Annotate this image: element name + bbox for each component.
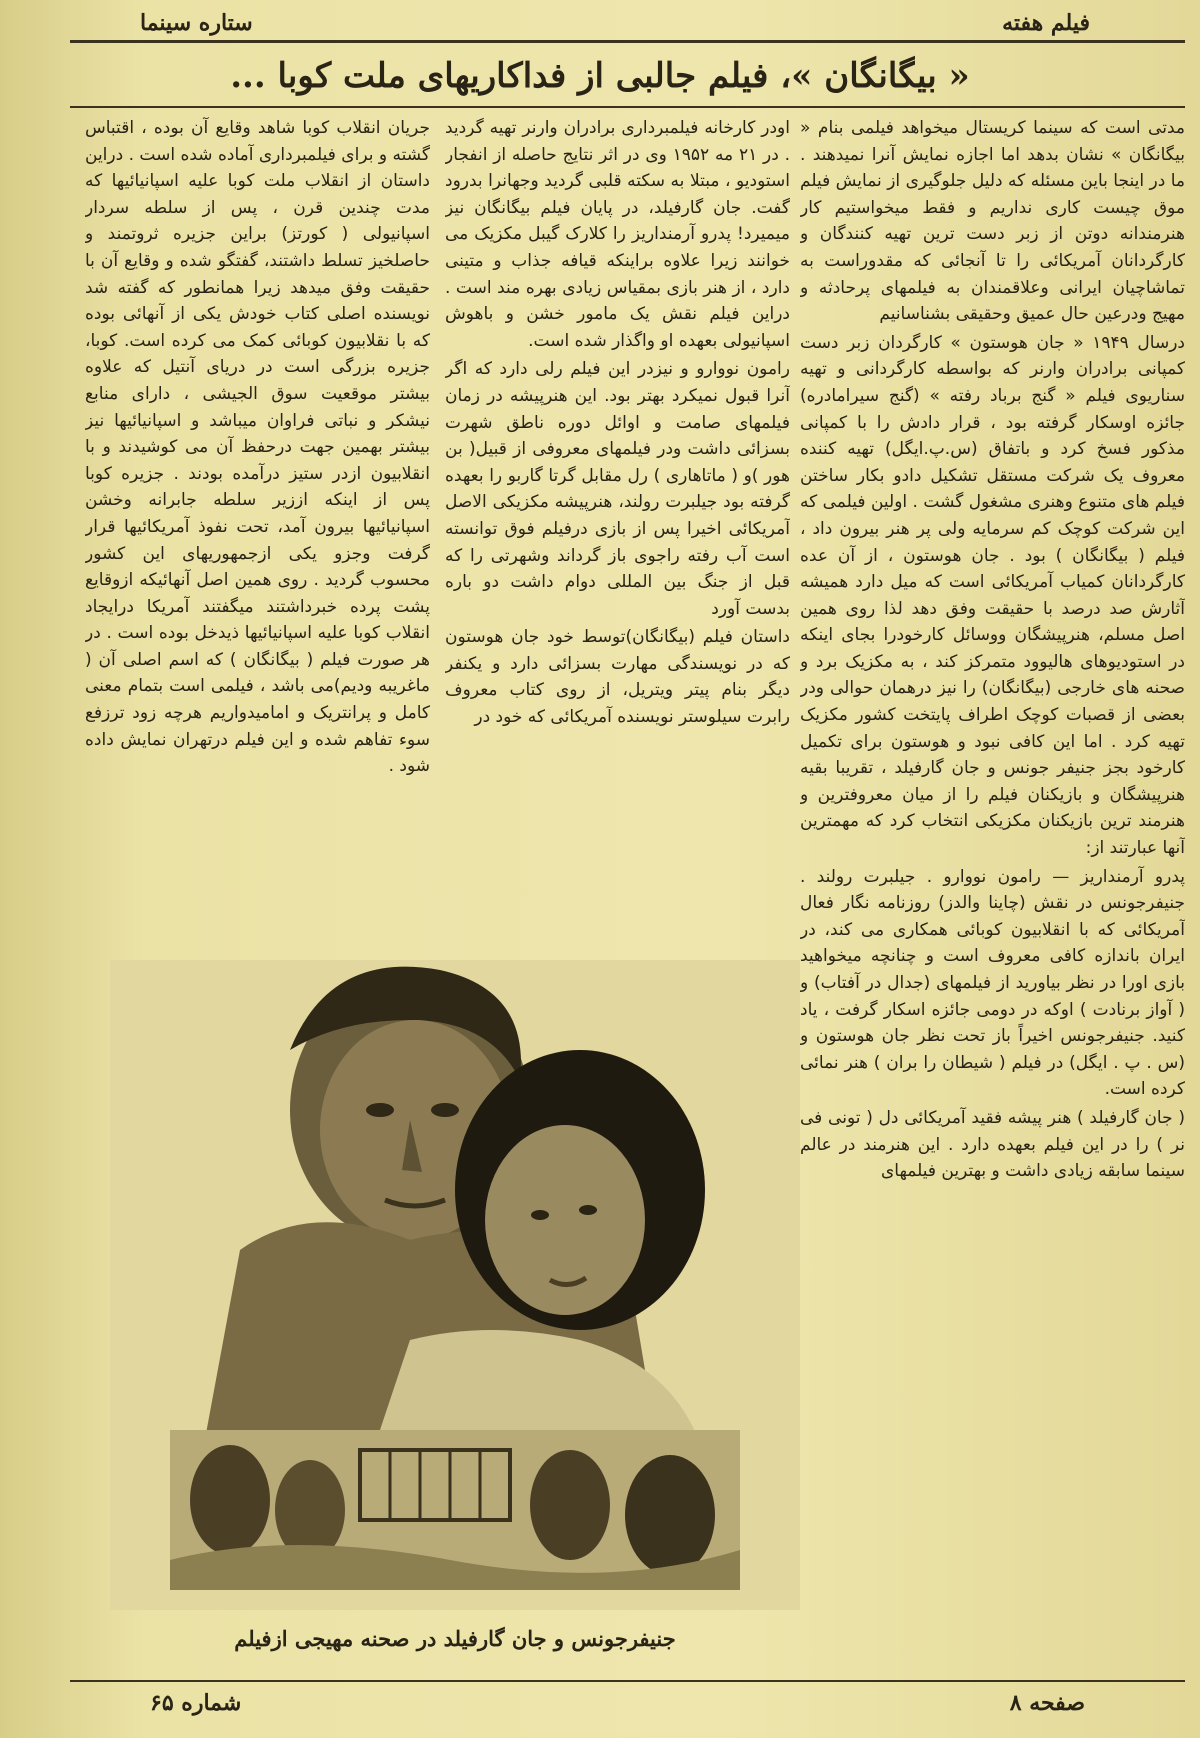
paragraph: درسال ۱۹۴۹ « جان هوستون » کارگردان زبر دست کمپانی برادران وارنر که بواسطه کارگردانی و تهیه سناریوی فیلم « گنج برباد رفته » (گنج سیرامادره) جائزه اوسکار گرفته بود ، قرار دادش را با کمپانی مذکور فسخ کرد و باتفاق (س.پ.ایگل) تهیه کننده معروف یک شرکت مستقل تشکیل دادو بکار ساختن فیلم های متنوع وهنری مشغول گشت . اولین فیلمی که این شرکت کوچک کم سرمایه ولی پر هنر بیرون داد ، فیلم ( بیگانگان ) بود . جان هوستون ، از آن عده کارگردانان کمیاب آمریکائی است که میل دارد همیشه آثارش صد درصد با حقیقت وفق دهد لذا روی همین اصل مسلم، هنرپیشگان ووسائل کارخودرا بجای اینکه در استودیوهای هالیوود متمرکز کند ، به مکزیک برد و صحنه های خارجی (بیگانگان) را نیز درهمان حوالی ودر بعضی از قصبات کوچک اطراف پایتخت کشور مکزیک تهیه کرد . اما این کافی نبود و هوستون برای تکمیل کارخود بجز جنیفر جونس و جان گارفیلد ، تقریبا بقیه هنرپیشگان و بازیکنان فیلم را از میان معروفترین و هنرمند ترین بازیکنان مکزیکی انتخاب کرد که مهمترین آنها عبارتند از: <box>800 332 1185 859</box>
film-still-photo <box>110 960 800 1610</box>
paragraph: جریان انقلاب کوبا شاهد وقایع آن بوده ، اقتباس گشته و برای فیلمبرداری آماده شده است . دراین داستان از انقلاب ملت کوبا علیه اسپانیائیها که مدت چندین قرن ، پس از سلطه سردار اسپانیولی ( کورتز) براین جزیره ثروتمند و حاصلخیز تسلط داشتند، گفتگو شده و وقایع آن با حقیقت وفق میدهد زیرا همانطور که گفته شد نویسنده اصلی کتاب خودش یکی از آنهائی بوده که با نقلابیون کوبائی کمک می کرده است. کوبا، جزیره بزرگی است در دریای آنتیل که علاوه بیشتر موقعیت سوق الجیشی ، دارای منابع نیشکر و نباتی فراوان میباشد و اسپانیائیها نیز بیشتر بهمین جهت درحفظ آن می کوشیدند و با انقلابیون ازدر ستیز درآمده بودند . جزیره کوبا پس از اینکه اززیر سلطه جابرانه وخشن اسپانیائیها بیرون آمد، تحت نفوذ آمریکائیها قرار گرفت وجزو یکی ازجمهوریهای این کشور محسوب گردید . روی همین اصل آنهائیکه ازوقایع پشت پرده خبرداشتند میگفتند آمریکا درایجاد انقلاب کوبا علیه اسپانیائیها ذیدخل بوده است . در هر صورت فیلم ( بیگانگان ) که اسم اصلی آن ( ماغریبه ودیم)می باشد ، فیلمی است بتمام معنی کامل و پرانتریک و امامیدواریم هرچه زود ترزفع سوء تفاهم شده و این فیلم درتهران نمایش داده شود . <box>85 118 430 777</box>
paragraph: ( جان گارفیلد ) هنر پیشه فقید آمریکائی دل ( تونی فی نر ) را در این فیلم بعهده دارد . این هنرمند در عالم سینما سابقه زیادی داشت و بهترین فیلمهای <box>800 1107 1185 1182</box>
paragraph: رامون نووارو و نیزدر این فیلم رلی دارد که اگر آنرا قبول نمیکرد بهتر بود. این هنرپیشه در زمان فیلمهای صامت و اوائل دوره ناطق شهرت بسزائی داشت ودر فیلمهای معروفی از قبیل( بن هور )و ( ماتاهاری ) رل مقابل گرتا گاربو را بعهده گرفته بود جیلبرت رولند، هنرپیشه مکزیکی الاصل آمریکائی اخیرا پس از بازی درفیلم فوق توانسته است آب رفته راجوی باز گرداند وشهرتی را که قبل از جنگ بین المللی دوام داشت دو باره بدست آورد <box>445 359 790 619</box>
article-headline: « بیگانگان »، فیلم جالبی از فداکاریهای ملت کوبا ... <box>230 56 970 96</box>
footer-rule <box>70 1680 1185 1682</box>
film-still-illustration <box>110 960 800 1610</box>
page-number: صفحه ۸ <box>1009 1690 1085 1716</box>
paragraph: مدتی است که سینما کریستال میخواهد فیلمی بنام « بیگانگان » نشان بدهد اما اجازه نمایش آنرا نمیدهند . ما در اینجا باین مسئله که دلیل جلوگیری از نمایش فیلم موق چیست کاری نداریم و فقط میخواستیم کار هنرمندانه دوتن از زبر دست ترین تهیه کنندگان و کارگردانان آمریکائی را تا آنجائی که مقدوراست به تماشاچیان ایرانی وعلاقمندان به فیلمهای پرحادثه و مهیج ودرعین حال عمیق وحقیقی بشناسانیم <box>800 118 1185 325</box>
column-left <box>85 115 430 945</box>
section-label: فیلم هفته <box>1002 10 1090 36</box>
column-middle <box>445 115 790 945</box>
headline-rule <box>70 106 1185 108</box>
issue-number: شماره ۶۵ <box>150 1690 242 1716</box>
header-rule <box>70 40 1185 43</box>
paragraph: اودر کارخانه فیلمبرداری برادران وارنر تهیه گردید . در ۲۱ مه ۱۹۵۲ وی در اثر نتایج حاصله از انفجار استودیو ، مبتلا به سکته قلبی گردید وجهانرا بدرود گفت. جان گارفیلد، در پایان فیلم بیگانگان نیز میمیرد! پدرو آرمنداریز را کلارک گیبل مکزیک می خوانند زیرا علاوه براینکه قیافه جذاب و متینی دارد ، از هنر بازی بمقیاس زیادی بهره مند است . دراین فیلم نقش یک مامور خشن و باهوش اسپانیولی بعهده او واگذار شده است. <box>445 118 790 351</box>
photo-caption: جنیفرجونس و جان گارفیلد در صحنه مهیجی ازفیلم <box>234 1626 676 1651</box>
column-right <box>800 115 1185 1670</box>
magazine-name: ستاره سینما <box>140 10 253 36</box>
paragraph: پدرو آرمنداریز — رامون نووارو . جیلبرت رولند . جنیفرجونس در نقش (چاینا والدز) روزنامه نگار فعال آمریکائی که با انقلابیون کوبائی همکاری می کند، در ایران باندازه کافی معروف است و چنانچه میخواهید بازی اورا در نظر بیاورید از فیلمهای (جدال در آفتاب) و ( آواز برنادت ) اوکه در دومی جائزه اسکار گرفت ، یاد کنید. جنیفرجونس اخیراً باز تحت نظر جان هوستون و (س . پ . ایگل) در فیلم ( شیطان را بران ) هنر نمائی کرده است. <box>800 866 1185 1100</box>
paragraph: داستان فیلم (بیگانگان)توسط خود جان هوستون که در نویسندگی مهارت بسزائی دارد و یکنفر دیگر بنام پیتر ویتریل، از روی کتاب معروف رابرت سیلوستر نویسنده آمریکائی که خود در <box>445 627 790 728</box>
